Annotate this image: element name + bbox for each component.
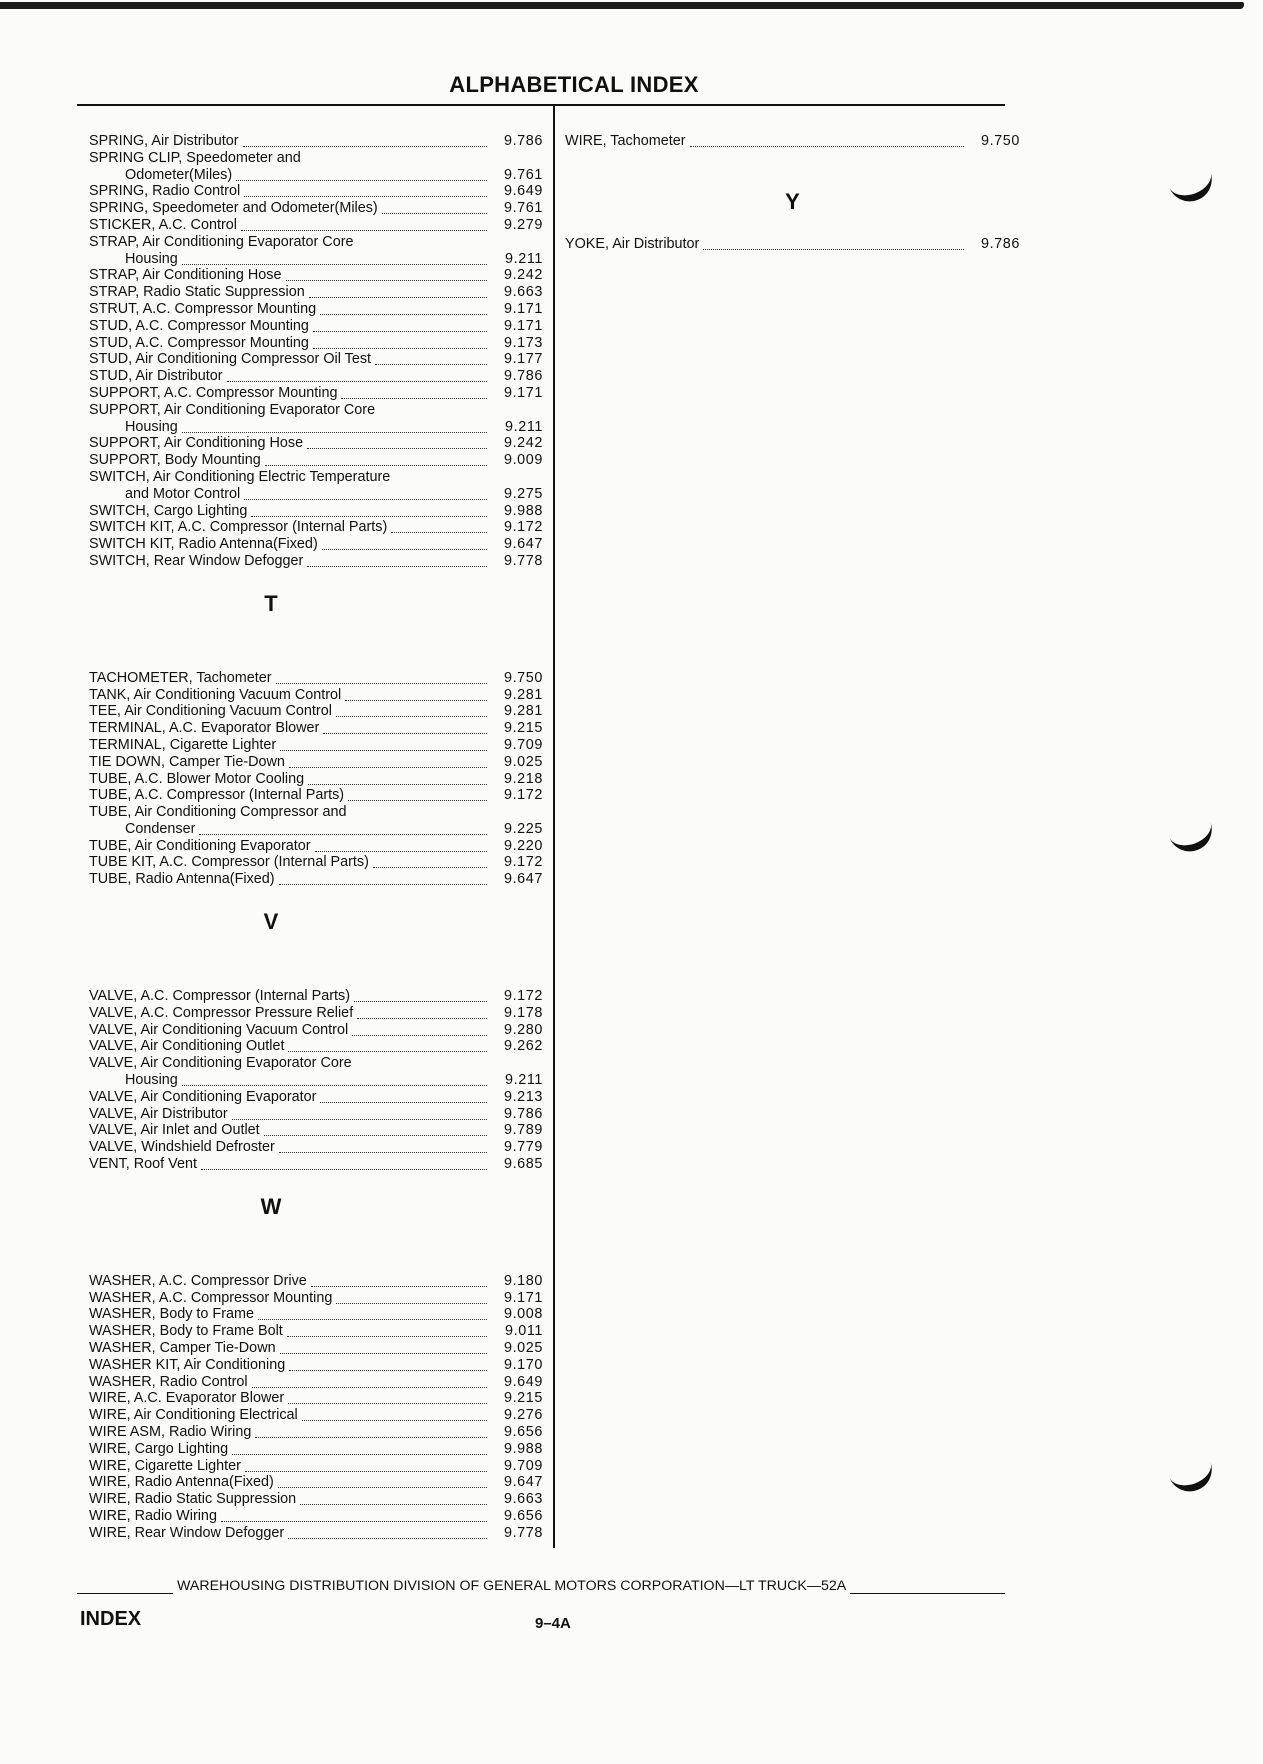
dot-leader (232, 1443, 487, 1455)
dot-leader (336, 705, 487, 717)
index-entry-label: TUBE, Radio Antenna(Fixed) (89, 871, 275, 888)
index-entry (89, 1089, 543, 1106)
dot-leader (307, 555, 487, 567)
index-entry-label: STRAP, Air Conditioning Hose (89, 267, 282, 284)
index-entry (89, 687, 543, 704)
dot-leader (336, 1292, 487, 1304)
dot-leader (300, 1493, 487, 1505)
index-entry-page: 9.009 (503, 452, 543, 469)
index-entry (89, 284, 543, 301)
index-entry-label: WASHER, A.C. Compressor Mounting (89, 1289, 333, 1306)
index-entry (89, 133, 543, 150)
index-entry-page: 9.281 (503, 686, 543, 703)
index-entry (89, 351, 543, 368)
index-entry (89, 469, 543, 486)
index-entry-page: 9.177 (503, 351, 543, 368)
index-entry (89, 838, 543, 855)
index-entry-label: Odometer(Miles) (125, 166, 233, 183)
index-entry-group (89, 133, 543, 570)
index-entry-label: VALVE, A.C. Compressor (Internal Parts) (89, 988, 350, 1005)
index-entry-page: 9.786 (503, 1105, 543, 1122)
index-entry (89, 1323, 543, 1340)
index-entry-label: TERMINAL, Cigarette Lighter (89, 736, 277, 753)
index-entry-page: 9.281 (503, 703, 543, 720)
dot-leader (199, 823, 487, 835)
index-entry-label: VALVE, Air Conditioning Evaporator (89, 1088, 317, 1105)
index-entry (89, 553, 543, 570)
index-entry-label: VALVE, Air Conditioning Outlet (89, 1038, 285, 1055)
index-entry (565, 133, 1020, 150)
index-entry-label: TEE, Air Conditioning Vacuum Control (89, 703, 332, 720)
index-entry (89, 368, 543, 385)
index-entry (89, 150, 543, 167)
dot-leader (373, 856, 487, 868)
index-entry-page: 9.709 (503, 736, 543, 753)
index-entry-label: WIRE, Air Conditioning Electrical (89, 1407, 298, 1424)
binder-hole-mark (1166, 813, 1218, 857)
index-entry-page: 9.276 (503, 1407, 543, 1424)
dot-leader (323, 722, 487, 734)
index-entry-page: 9.988 (503, 1440, 543, 1457)
index-entry-label: and Motor Control (125, 485, 241, 502)
index-entry-group (89, 670, 543, 888)
index-entry (89, 1156, 543, 1173)
index-entry (89, 787, 543, 804)
section-letter-t: T (264, 590, 278, 616)
index-entry-label: SPRING CLIP, Speedometer and (89, 149, 301, 166)
dot-leader (288, 1040, 487, 1052)
index-entry-page: 9.173 (503, 334, 543, 351)
index-entry-label: SPRING, Radio Control (89, 183, 241, 200)
dot-leader (264, 1124, 487, 1136)
index-entry-label: WIRE, Tachometer (565, 133, 686, 149)
index-entry (89, 1491, 543, 1508)
index-entry-label: STRAP, Air Conditioning Evaporator Core (89, 233, 354, 250)
index-entry-label: STUD, A.C. Compressor Mounting (89, 334, 309, 351)
index-entry-label: VALVE, Air Conditioning Evaporator Core (89, 1055, 352, 1072)
index-entry-label: VALVE, Air Distributor (89, 1105, 228, 1122)
index-entry-label: TUBE, A.C. Blower Motor Cooling (89, 770, 305, 787)
index-entry-label: TUBE, Air Conditioning Evaporator (89, 837, 311, 854)
index-entry (89, 1055, 543, 1072)
index-entry (89, 1390, 543, 1407)
index-entry (89, 1374, 543, 1391)
index-entry (89, 804, 543, 821)
index-entry-page: 9.171 (503, 300, 543, 317)
dot-leader (227, 370, 487, 382)
dot-leader (309, 286, 487, 298)
index-entry-label: WIRE, Cargo Lighting (89, 1440, 229, 1457)
index-entry (89, 519, 543, 536)
index-entry-label: STUD, A.C. Compressor Mounting (89, 317, 309, 334)
left-index-column (89, 133, 543, 1542)
dot-leader (315, 840, 487, 852)
index-entry-page: 9.649 (503, 183, 543, 200)
index-entry-label: SWITCH, Cargo Lighting (89, 502, 248, 519)
dot-leader (308, 773, 487, 785)
index-entry-label: TANK, Air Conditioning Vacuum Control (89, 686, 342, 703)
index-entry-label: WASHER, Camper Tie-Down (89, 1340, 276, 1357)
index-entry-page: 9.171 (503, 317, 543, 334)
index-entry-label: SWITCH KIT, Radio Antenna(Fixed) (89, 536, 318, 553)
index-entry-label: WASHER, A.C. Compressor Drive (89, 1272, 307, 1289)
dot-leader (245, 1460, 487, 1472)
index-entry-label: TUBE, Air Conditioning Compressor and (89, 804, 347, 821)
index-entry-page: 9.025 (503, 753, 543, 770)
index-entry-page: 9.656 (503, 1424, 543, 1441)
index-entry (89, 217, 543, 234)
index-entry (89, 1357, 543, 1374)
index-entry (89, 318, 543, 335)
index-entry-label: Housing (125, 1072, 178, 1089)
section-label: INDEX (80, 1608, 142, 1630)
dot-leader (348, 789, 487, 801)
index-entry (89, 452, 543, 469)
index-entry-page: 9.242 (503, 267, 543, 284)
index-entry-page: 9.279 (503, 216, 543, 233)
index-entry (89, 1038, 543, 1055)
index-entry-page: 9.786 (503, 368, 543, 385)
index-entry-page: 9.789 (503, 1122, 543, 1139)
index-entry-label: STRAP, Radio Static Suppression (89, 284, 305, 301)
dot-leader (320, 303, 487, 315)
dot-leader (280, 739, 487, 751)
dot-leader (322, 538, 487, 550)
index-entry-page: 9.225 (503, 820, 543, 837)
index-entry-page: 9.172 (503, 854, 543, 871)
index-entry-group (89, 988, 543, 1173)
dot-leader (287, 1325, 487, 1337)
index-entry (89, 1424, 543, 1441)
index-entry (89, 1005, 543, 1022)
index-entry-label: SUPPORT, Air Conditioning Evaporator Core (89, 401, 376, 418)
index-entry (89, 335, 543, 352)
dot-leader (313, 337, 487, 349)
index-entry (89, 200, 543, 217)
index-entry-label: WASHER, Radio Control (89, 1373, 248, 1390)
index-entry (89, 1106, 543, 1123)
dot-leader (278, 1476, 487, 1488)
index-entry-label: WIRE, Cigarette Lighter (89, 1457, 241, 1474)
index-entry-label: STICKER, A.C. Control (89, 216, 237, 233)
index-entry-page: 9.685 (503, 1156, 543, 1173)
index-entry-page: 9.171 (503, 384, 543, 401)
index-entry-page: 9.242 (503, 435, 543, 452)
dot-leader (288, 1527, 487, 1539)
index-entry-label: TUBE KIT, A.C. Compressor (Internal Parts) (89, 854, 369, 871)
index-entry-page: 9.220 (503, 837, 543, 854)
top-rule (0, 2, 1244, 9)
index-entry-label: TERMINAL, A.C. Evaporator Blower (89, 720, 320, 737)
index-entry-page: 9.172 (503, 988, 543, 1005)
index-entry (89, 1458, 543, 1475)
dot-leader (703, 238, 964, 250)
index-entry-label: WIRE, Rear Window Defogger (89, 1524, 285, 1541)
dot-leader (232, 1108, 487, 1120)
index-entry (89, 720, 543, 737)
index-entry (89, 1022, 543, 1039)
index-entry-page: 9.218 (503, 770, 543, 787)
index-entry-page: 9.663 (503, 1491, 543, 1508)
dot-leader (345, 689, 487, 701)
index-entry (89, 1290, 543, 1307)
index-entry-label: Housing (125, 418, 178, 435)
index-entry-page: 9.180 (503, 1272, 543, 1289)
dot-leader (182, 1074, 487, 1086)
index-entry (89, 821, 543, 838)
index-entry-label: STRUT, A.C. Compressor Mounting (89, 300, 317, 317)
dot-leader (243, 135, 487, 147)
dot-leader (258, 1308, 487, 1320)
dot-leader (341, 387, 487, 399)
dot-leader (382, 202, 487, 214)
index-entry-label: WIRE, Radio Wiring (89, 1508, 217, 1524)
dot-leader (252, 1376, 487, 1388)
index-entry-page: 9.275 (503, 485, 543, 502)
index-entry-label: SWITCH, Air Conditioning Electric Temperature (89, 468, 391, 485)
index-entry (89, 1508, 543, 1525)
index-entry-page: 9.786 (980, 235, 1020, 252)
index-entry (89, 771, 543, 788)
dot-leader (255, 1426, 487, 1438)
index-entry-page: 9.761 (503, 200, 543, 217)
dot-leader (288, 1392, 487, 1404)
index-entry (89, 754, 543, 771)
dot-leader (690, 135, 965, 147)
dot-leader (221, 1510, 487, 1522)
index-entry (89, 503, 543, 520)
index-entry-page: 9.215 (503, 720, 543, 737)
dot-leader (320, 1091, 487, 1103)
index-entry-page: 9.172 (503, 519, 543, 536)
index-entry (565, 236, 1020, 253)
footer-publisher: WAREHOUSING DISTRIBUTION DIVISION OF GENERAL MOTORS CORPORATION—LT TRUCK—52A (177, 1578, 847, 1594)
index-entry-page: 9.761 (503, 166, 543, 183)
index-entry-label: SUPPORT, Air Conditioning Hose (89, 435, 304, 452)
index-entry (89, 167, 543, 184)
dot-leader (375, 353, 487, 365)
index-entry-label: VALVE, A.C. Compressor Pressure Relief (89, 1004, 354, 1021)
dot-leader (307, 437, 487, 449)
index-entry-page: 9.779 (503, 1139, 543, 1156)
index-entry-group (89, 1273, 543, 1542)
dot-leader (244, 185, 487, 197)
index-entry-page: 9.988 (503, 502, 543, 519)
index-entry (89, 183, 543, 200)
dot-leader (251, 505, 487, 517)
index-entry-page: 9.778 (503, 1524, 543, 1541)
index-entry-page: 9.656 (503, 1508, 543, 1524)
column-divider (553, 106, 555, 1548)
index-entry (89, 402, 543, 419)
index-entry-group (565, 133, 1020, 150)
dot-leader (276, 672, 487, 684)
index-entry (89, 251, 543, 268)
index-entry-page: 9.750 (503, 669, 543, 686)
index-entry-label: SUPPORT, A.C. Compressor Mounting (89, 384, 338, 401)
index-entry-page: 9.709 (503, 1457, 543, 1474)
index-entry (89, 1306, 543, 1323)
index-entry-label: STUD, Air Conditioning Compressor Oil Test (89, 351, 372, 368)
index-entry (89, 385, 543, 402)
index-entry (89, 301, 543, 318)
footer-rule-left (77, 1592, 173, 1594)
section-letter-y: Y (785, 188, 800, 214)
index-entry-label: VENT, Roof Vent (89, 1156, 197, 1173)
index-entry (89, 1072, 543, 1089)
index-entry (89, 854, 543, 871)
dot-leader (352, 1024, 487, 1036)
index-entry-page: 9.213 (503, 1088, 543, 1105)
dot-leader (265, 454, 487, 466)
index-entry-label: WIRE, A.C. Evaporator Blower (89, 1390, 285, 1407)
footer-rule-right (850, 1592, 1005, 1594)
dot-leader (279, 873, 487, 885)
index-entry-page: 9.172 (503, 787, 543, 804)
index-entry (89, 1273, 543, 1290)
dot-leader (182, 253, 487, 265)
title-rule (77, 104, 1005, 106)
index-entry-group (565, 236, 1020, 253)
dot-leader (236, 169, 487, 181)
index-entry-label: WIRE, Radio Antenna(Fixed) (89, 1474, 274, 1491)
index-entry-label: TACHOMETER, Tachometer (89, 669, 272, 686)
dot-leader (302, 1409, 487, 1421)
index-entry (89, 267, 543, 284)
index-entry-page: 9.647 (503, 871, 543, 888)
index-entry-page: 9.178 (503, 1004, 543, 1021)
index-entry-label: TIE DOWN, Camper Tie-Down (89, 753, 285, 770)
index-entry-page: 9.211 (505, 1072, 543, 1089)
index-entry (89, 419, 543, 436)
index-entry (89, 670, 543, 687)
index-entry-page: 9.647 (503, 1474, 543, 1491)
section-letter-v: V (263, 909, 279, 935)
index-entry (89, 1139, 543, 1156)
index-entry-label: Housing (125, 250, 178, 267)
index-entry (89, 871, 543, 888)
index-entry-page: 9.647 (503, 536, 543, 553)
dot-leader (182, 421, 487, 433)
dot-leader (279, 1141, 487, 1153)
index-entry-label: WASHER, Body to Frame Bolt (89, 1323, 283, 1340)
section-letter-w: W (260, 1193, 282, 1219)
dot-leader (201, 1158, 487, 1170)
index-entry-label: TUBE, A.C. Compressor (Internal Parts) (89, 787, 345, 804)
dot-leader (357, 1007, 487, 1019)
index-entry (89, 1441, 543, 1458)
binder-hole-mark (1166, 1453, 1218, 1497)
index-entry-label: SPRING, Speedometer and Odometer(Miles) (89, 200, 378, 217)
dot-leader (244, 488, 487, 500)
index-entry (89, 737, 543, 754)
dot-leader (286, 269, 487, 281)
index-entry-page: 9.750 (980, 133, 1020, 149)
index-entry (89, 703, 543, 720)
index-entry-label: WASHER KIT, Air Conditioning (89, 1356, 286, 1373)
dot-leader (280, 1342, 487, 1354)
index-entry-page: 9.025 (503, 1340, 543, 1357)
index-entry-page: 9.262 (503, 1038, 543, 1055)
index-entry-page: 9.011 (505, 1323, 543, 1340)
index-entry-page: 9.280 (503, 1021, 543, 1038)
index-entry-label: WIRE ASM, Radio Wiring (89, 1424, 252, 1441)
index-entry (89, 988, 543, 1005)
index-entry-page: 9.649 (503, 1373, 543, 1390)
index-entry-page: 9.170 (503, 1356, 543, 1373)
index-entry-label: Condenser (125, 820, 196, 837)
index-entry (89, 1525, 543, 1542)
index-entry (89, 234, 543, 251)
dot-leader (289, 1359, 487, 1371)
index-entry-page: 9.778 (503, 552, 543, 569)
index-entry-label: WIRE, Radio Static Suppression (89, 1491, 297, 1508)
index-entry-label: VALVE, Air Conditioning Vacuum Control (89, 1021, 349, 1038)
index-entry-label: SWITCH KIT, A.C. Compressor (Internal Parts) (89, 519, 388, 536)
index-entry-page: 9.211 (505, 418, 543, 435)
index-entry-label: STUD, Air Distributor (89, 368, 223, 385)
right-index-column (565, 133, 1020, 253)
dot-leader (241, 219, 487, 231)
dot-leader (311, 1275, 487, 1287)
index-entry (89, 1122, 543, 1139)
index-entry-label: VALVE, Air Inlet and Outlet (89, 1122, 260, 1139)
index-entry-label: VALVE, Windshield Defroster (89, 1139, 275, 1156)
dot-leader (354, 990, 487, 1002)
index-entry (89, 1474, 543, 1491)
index-entry-page: 9.008 (503, 1306, 543, 1323)
index-entry (89, 1340, 543, 1357)
index-entry-label: WASHER, Body to Frame (89, 1306, 255, 1323)
binder-hole-mark (1166, 163, 1218, 207)
index-entry (89, 536, 543, 553)
index-entry-label: SWITCH, Rear Window Defogger (89, 552, 304, 569)
page-title: ALPHABETICAL INDEX (449, 72, 699, 97)
index-entry-page: 9.215 (503, 1390, 543, 1407)
index-entry (89, 435, 543, 452)
footer-publisher-line (77, 1578, 1005, 1594)
dot-leader (289, 756, 487, 768)
dot-leader (391, 521, 487, 533)
index-entry (89, 1407, 543, 1424)
index-entry-label: SUPPORT, Body Mounting (89, 452, 261, 469)
dot-leader (313, 320, 487, 332)
index-entry-page: 9.786 (503, 133, 543, 149)
page-number: 9–4A (535, 1615, 571, 1632)
index-entry-page: 9.663 (503, 284, 543, 301)
index-entry-label: SPRING, Air Distributor (89, 133, 239, 149)
index-entry-page: 9.171 (503, 1289, 543, 1306)
index-entry-page: 9.211 (505, 250, 543, 267)
index-entry (89, 486, 543, 503)
index-entry-label: YOKE, Air Distributor (565, 235, 700, 252)
